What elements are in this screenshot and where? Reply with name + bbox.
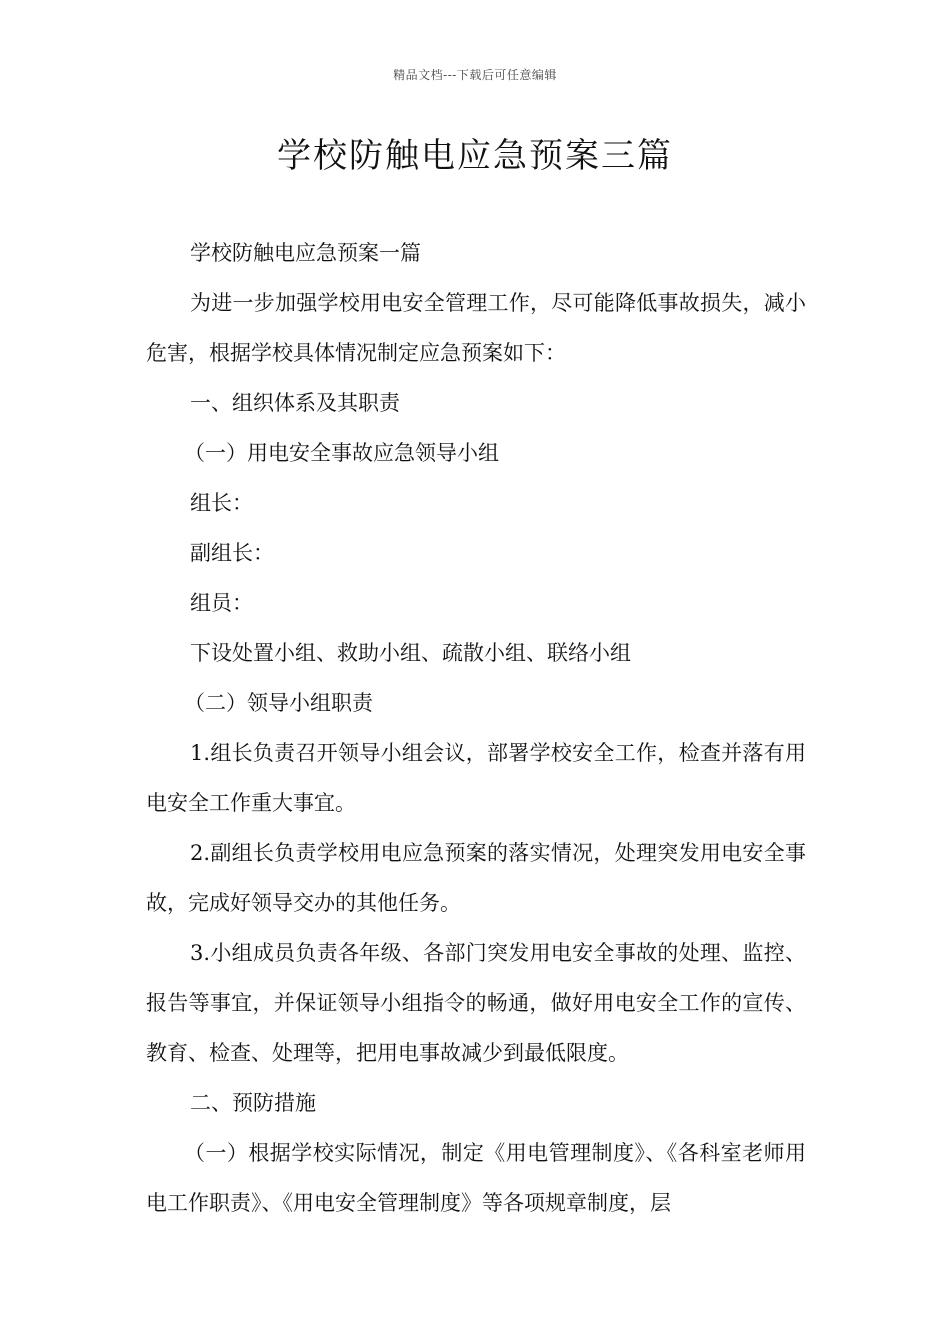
paragraph: 下设处置小组、救助小组、疏散小组、联络小组 — [190, 641, 631, 665]
paragraph: 3.小组成员负责各年级、各部门突发用电安全事故的处理、监控、报告等事宜，并保证领导小组指令的畅通，做好用电安全工作的宣传、教育、检查、处理等，把用电事故减少到最低限度。 — [146, 941, 806, 1065]
paragraph: 组员： — [190, 591, 253, 615]
section-heading: 一、组织体系及其职责 — [190, 391, 400, 415]
paragraph: （一）根据学校实际情况，制定《用电管理制度》、《各科室老师用电工作职责》、《用电安全管理制度》等各项规章制度，层 — [146, 1141, 806, 1215]
paragraph: 为进一步加强学校用电安全管理工作，尽可能降低事故损失，减小危害，根据学校具体情况制定应急预案如下： — [146, 291, 806, 365]
paragraph: 副组长： — [190, 541, 274, 565]
paragraph: 2.副组长负责学校用电应急预案的落实情况，处理突发用电安全事故，完成好领导交办的其他任务。 — [146, 841, 806, 915]
section-heading: 学校防触电应急预案一篇 — [190, 241, 421, 265]
header-note: 精品文档---下载后可任意编辑 — [393, 68, 557, 82]
document-body — [146, 228, 806, 1228]
paragraph: 组长： — [190, 491, 253, 515]
subsection-heading: （二）领导小组职责 — [184, 691, 373, 715]
subsection-heading: （一）用电安全事故应急领导小组 — [184, 441, 499, 465]
document-title: 学校防触电应急预案三篇 — [277, 136, 673, 176]
section-heading: 二、预防措施 — [190, 1091, 316, 1115]
paragraph: 1.组长负责召开领导小组会议，部署学校安全工作，检查并落有用电安全工作重大事宜。 — [146, 741, 806, 815]
